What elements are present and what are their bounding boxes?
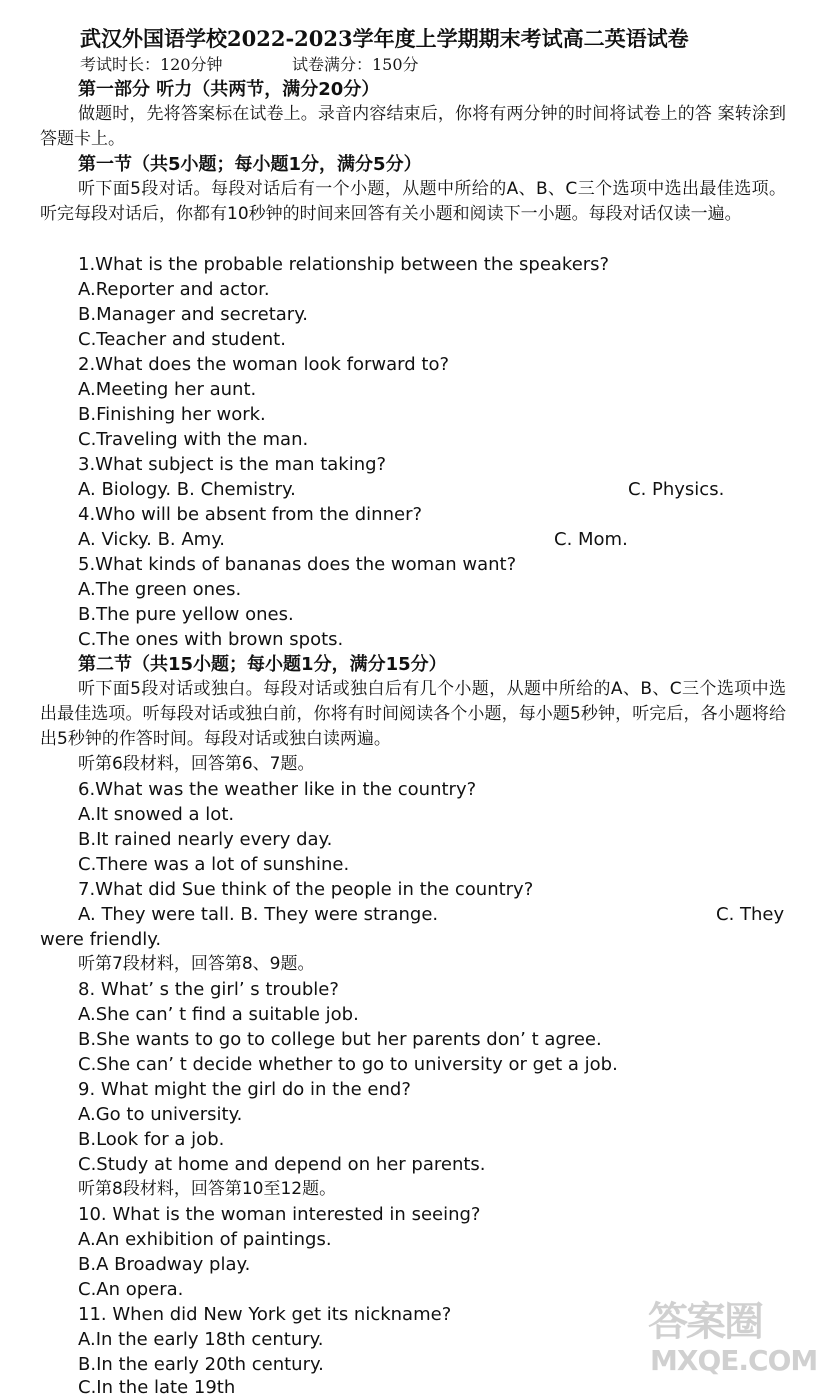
question-9: 9. What might the girl do in the end? (78, 1079, 411, 1100)
part1-heading: 第一部分 听力（共两节，满分20分） (78, 79, 380, 100)
material-8-note: 听第8段材料，回答第10至12题。 (78, 1179, 337, 1199)
options-3ab: A. Biology. B. Chemistry. (78, 479, 296, 500)
option-10b: B.A Broadway play. (78, 1254, 251, 1275)
option-1c: C.Teacher and student. (78, 329, 286, 350)
material-7-note: 听第7段材料，回答第8、9题。 (78, 954, 315, 974)
option-8a: A.She can’ t find a suitable job. (78, 1004, 359, 1025)
option-9a: A.Go to university. (78, 1104, 243, 1125)
exam-title: 武汉外国语学校2022-2023学年度上学期期末考试高二英语试卷 (80, 26, 689, 51)
question-4: 4.Who will be absent from the dinner? (78, 504, 423, 525)
question-6: 6.What was the weather like in the country? (78, 779, 477, 800)
option-5c: C.The ones with brown spots. (78, 629, 344, 650)
option-9c: C.Study at home and depend on her parents. (78, 1154, 486, 1175)
option-7c-start: C. They (716, 904, 785, 925)
option-6b: B.It rained nearly every day. (78, 829, 333, 850)
watermark-text-bottom: MXQE.COM (650, 1344, 818, 1377)
question-10: 10. What is the woman interested in seeing? (78, 1204, 481, 1225)
option-1b: B.Manager and secretary. (78, 304, 309, 325)
option-2a: A.Meeting her aunt. (78, 379, 257, 400)
section1-heading: 第一节（共5小题；每小题1分，满分5分） (78, 154, 422, 175)
section2-heading: 第二节（共15小题；每小题1分，满分15分） (78, 654, 447, 675)
option-5a: A.The green ones. (78, 579, 242, 600)
option-2c: C.Traveling with the man. (78, 429, 309, 450)
option-11c-partial: C.In the late 19th (78, 1377, 236, 1398)
option-3c: C. Physics. (628, 479, 725, 500)
option-8b: B.She wants to go to college but her parents don’ t agree. (78, 1029, 602, 1050)
options-4ab: A. Vicky. B. Amy. (78, 529, 226, 550)
exam-duration: 考试时长：120分钟 (80, 55, 223, 74)
option-2b: B.Finishing her work. (78, 404, 266, 425)
question-3: 3.What subject is the man taking? (78, 454, 387, 475)
material-6-note: 听第6段材料，回答第6、7题。 (78, 754, 315, 774)
option-1a: A.Reporter and actor. (78, 279, 270, 300)
part1-instruction: 做题时，先将答案标在试卷上。录音内容结束后，你将有两分钟的时间将试卷上的答 案转涂到答题卡上。 (40, 104, 786, 149)
option-8c: C.She can’ t decide whether to go to university or get a job. (78, 1054, 618, 1075)
question-2: 2.What does the woman look forward to? (78, 354, 450, 375)
exam-total-score: 试卷满分：150分 (292, 55, 419, 74)
question-11: 11. When did New York get its nickname? (78, 1304, 452, 1325)
options-7ab: A. They were tall. B. They were strange. (78, 904, 439, 925)
option-11b: B.In the early 20th century. (78, 1354, 324, 1375)
section1-instruction: 听下面5段对话。每段对话后有一个小题，从题中所给的A、B、C三个选项中选出最佳选项。听完每段对话后，你都有10秒钟的时间来回答有关小题和阅读下一小题。每段对话仅读一遍。 (40, 179, 786, 224)
option-9b: B.Look for a job. (78, 1129, 225, 1150)
option-6a: A.It snowed a lot. (78, 804, 235, 825)
section2-instruction: 听下面5段对话或独白。每段对话或独白后有几个小题，从题中所给的A、B、C三个选项中选出最佳选项。听每段对话或独白前，你将有时间阅读各个小题，每小题5秒钟，听完后，各小题将给出5秒钟的作答时间。每段对话或独白读两遍。 (40, 679, 786, 749)
question-5: 5.What kinds of bananas does the woman want? (78, 554, 517, 575)
option-4c: C. Mom. (554, 529, 628, 550)
watermark-logo (648, 1290, 818, 1380)
watermark-text-top: 答案圈 (648, 1299, 762, 1345)
option-5b: B.The pure yellow ones. (78, 604, 294, 625)
question-7: 7.What did Sue think of the people in the country? (78, 879, 534, 900)
question-1: 1.What is the probable relationship between the speakers? (78, 254, 610, 275)
question-8: 8. What’ s the girl’ s trouble? (78, 979, 339, 1000)
option-10c: C.An opera. (78, 1279, 184, 1300)
option-11a: A.In the early 18th century. (78, 1329, 324, 1350)
option-7c-end: were friendly. (40, 929, 162, 950)
option-10a: A.An exhibition of paintings. (78, 1229, 332, 1250)
option-6c: C.There was a lot of sunshine. (78, 854, 350, 875)
